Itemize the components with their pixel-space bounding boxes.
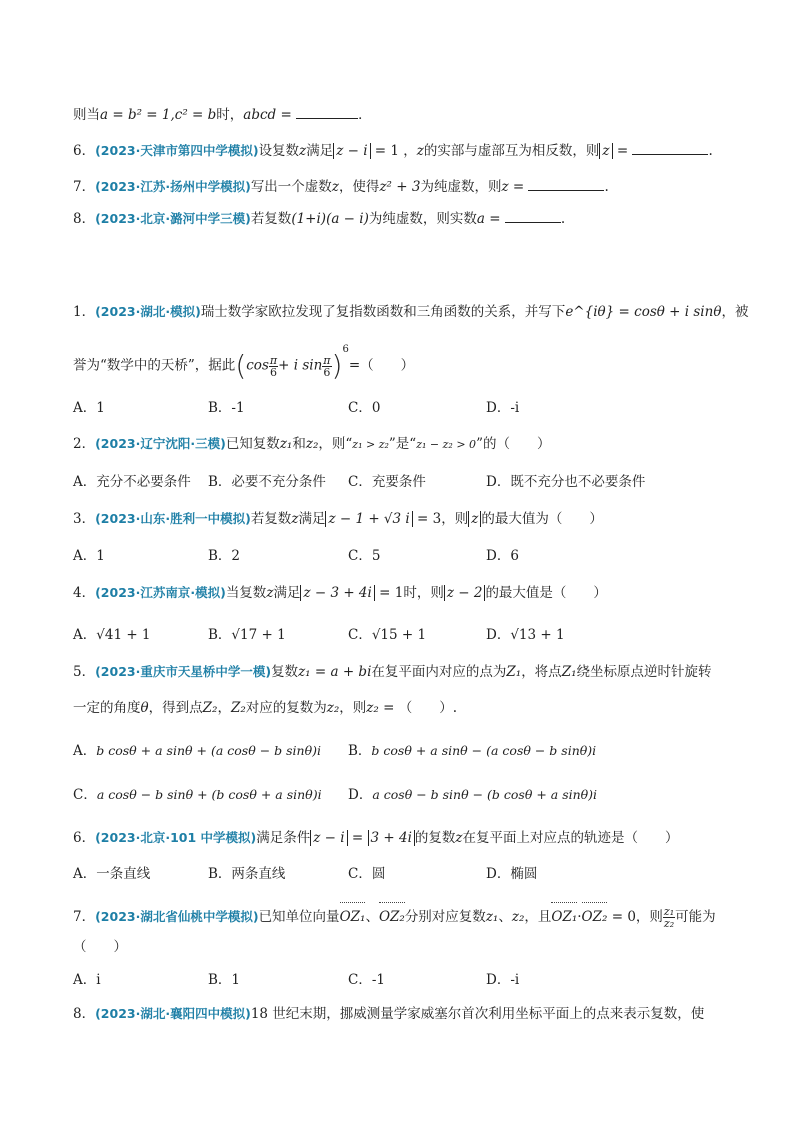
text: 瑞士数学家欧拉发现了复指数函数和三角函数的关系，并写下	[200, 304, 566, 320]
question-6-stem	[73, 828, 724, 848]
text: 和	[292, 436, 306, 452]
text: 的最大值为（ ）	[481, 511, 603, 527]
fraction-pi-over-6	[269, 355, 278, 378]
math-var: z₂	[305, 436, 319, 452]
option-d[interactable]: D．6	[486, 548, 519, 564]
text: 时，	[216, 107, 244, 123]
option-a[interactable]	[73, 741, 321, 761]
math-expr: 3 + 4i	[368, 830, 415, 846]
question-source: (2023·北京·101 中学模拟)	[95, 830, 257, 845]
math-func: cos	[246, 357, 269, 374]
math-expr: z − 3 + 4i	[300, 585, 374, 601]
math-var: z₁	[485, 909, 499, 925]
text: 的复数	[414, 830, 456, 846]
text: ，被	[721, 304, 749, 320]
text: ”是“	[388, 436, 417, 452]
text: =	[612, 143, 633, 159]
math-expr: z − i	[310, 830, 347, 846]
math-var: θ	[140, 700, 149, 716]
option-a[interactable]: A．i	[73, 972, 101, 988]
math-expr: z	[599, 143, 612, 159]
question-7-stem	[73, 903, 724, 931]
question-source: (2023·重庆市天星桥中学一模)	[95, 664, 272, 679]
vector-oz1: OZ₁	[551, 903, 577, 931]
math-var: z	[416, 143, 424, 159]
math-expr: z² + 3	[379, 179, 421, 195]
answer-blank[interactable]	[632, 140, 708, 155]
exponent: 6	[342, 344, 349, 355]
text: 满足条件	[256, 830, 311, 846]
math-var: z	[501, 179, 509, 195]
option-d[interactable]	[348, 785, 597, 805]
option-d[interactable]: D．椭圆	[486, 866, 538, 882]
text: 可能为	[675, 909, 716, 925]
option-c[interactable]: C．5	[348, 548, 381, 564]
text: 对应的复数为	[245, 700, 327, 716]
question-5-stem-line2	[73, 698, 724, 718]
question-number: 5．	[73, 664, 96, 680]
question-source: (2023·江苏·扬州中学模拟)	[95, 179, 251, 194]
text: 在复平面内对应的点为	[371, 664, 507, 680]
text: 的实部与虚部互为相反数，则	[423, 143, 600, 159]
math-expr: z₁ > z₂	[352, 438, 389, 451]
text: 满足	[298, 511, 326, 527]
option-label: A．	[73, 743, 97, 759]
text: 若复数	[250, 211, 292, 227]
text: 已知单位向量	[258, 909, 340, 925]
option-c[interactable]: C．充要条件	[348, 474, 426, 490]
question-source: (2023·北京·潞河中学三模)	[95, 211, 251, 226]
denominator: 6	[269, 365, 277, 379]
math-expr: + i sin	[278, 357, 323, 374]
text: 当复数	[225, 585, 267, 601]
text: 若复数	[250, 511, 292, 527]
question-8-stem	[73, 1004, 724, 1024]
question-source: (2023·湖北省仙桃中学模拟)	[95, 909, 259, 924]
question-1-stem-line2	[73, 344, 724, 384]
text: 则当	[73, 107, 100, 123]
text: ．	[358, 107, 372, 123]
question-source: (2023·辽宁沈阳·三模)	[95, 436, 226, 451]
question-source: (2023·湖北·襄阳四中模拟)	[95, 1006, 251, 1021]
math-var: z	[291, 511, 299, 527]
math-var: z₁	[279, 436, 293, 452]
math-var: Z₂	[202, 700, 218, 716]
math-var: Z₁	[561, 664, 577, 680]
question-source: (2023·山东·胜利一中模拟)	[95, 511, 251, 526]
option-a[interactable]: A．充分不必要条件	[73, 474, 191, 490]
option-label: C．	[73, 787, 97, 803]
question-number: 2．	[73, 436, 96, 452]
text: .	[708, 143, 713, 159]
math-var: Z₁	[506, 664, 522, 680]
math-var: Z₂	[230, 700, 246, 716]
text: = 3，则	[412, 511, 469, 527]
math-expr: (1+i)(a − i)	[291, 211, 369, 227]
option-b[interactable]	[348, 741, 596, 761]
option-b[interactable]: B．两条直线	[208, 866, 286, 882]
fill-question-7	[73, 176, 724, 197]
question-number: 7．	[73, 909, 96, 925]
text: .	[604, 179, 609, 195]
option-a[interactable]: A．1	[73, 400, 105, 416]
question-number: 1．	[73, 304, 96, 320]
question-2-stem	[73, 434, 724, 455]
option-a[interactable]: A．√41 + 1	[73, 627, 151, 643]
text: 在复平面上对应点的轨迹是（ ）	[462, 830, 679, 846]
option-c[interactable]: C．√15 + 1	[348, 627, 427, 643]
text: 誉为“数学中的天桥”，据此	[73, 357, 236, 374]
numerator: π	[269, 353, 278, 367]
math-expr: a = b² = 1,c² = b	[100, 107, 217, 123]
text: 为纯虚数，则	[420, 179, 502, 195]
question-number: 8．	[73, 1006, 96, 1022]
text: =（ ）	[348, 357, 415, 374]
question-3-stem	[73, 509, 724, 529]
math-var: z	[331, 179, 339, 195]
question-source: (2023·江苏南京·模拟)	[95, 585, 226, 600]
math-expr: z − i	[333, 143, 370, 159]
numerator: π	[323, 353, 331, 367]
math-expr: a cosθ − b sinθ − (b cosθ + a sinθ)i	[372, 787, 598, 802]
text: .	[560, 211, 566, 227]
question-number: 6．	[73, 143, 96, 159]
question-number: 6．	[73, 830, 96, 846]
text: = （ ）.	[378, 700, 457, 716]
text: 的最大值是（ ）	[485, 585, 607, 601]
text: 满足	[273, 585, 301, 601]
text: 一定的角度	[73, 700, 141, 716]
text: =	[508, 179, 529, 195]
text: =	[484, 211, 505, 227]
question-number: 8．	[73, 211, 96, 227]
text: ，	[217, 700, 231, 716]
text: 分别对应复数	[404, 909, 486, 925]
denominator: 6	[323, 365, 331, 379]
numerator: z₁	[663, 905, 675, 918]
option-d[interactable]: D．-i	[486, 400, 520, 416]
question-number: 7．	[73, 179, 96, 195]
fraction-z1-over-z2	[663, 906, 675, 929]
math-expr: z − 1 + √3 i	[325, 511, 412, 527]
math-var: z	[455, 830, 463, 846]
math-expr: b cosθ + a sinθ − (a cosθ − b sinθ)i	[371, 743, 597, 758]
text: ·	[577, 909, 582, 925]
option-a[interactable]: A．一条直线	[73, 866, 151, 882]
option-c[interactable]	[73, 785, 322, 805]
text: = 1时，则	[374, 585, 444, 601]
text: =	[276, 107, 297, 123]
text: 满足	[306, 143, 334, 159]
question-number: 3．	[73, 511, 96, 527]
option-b[interactable]: B．必要不充分条件	[208, 474, 326, 490]
text: 已知复数	[225, 436, 280, 452]
vector-oz1: OZ₁	[340, 903, 366, 931]
text: 绕坐标原点逆时针旋转	[576, 664, 712, 680]
option-b[interactable]: B．2	[208, 548, 241, 564]
question-7-stem-line2	[73, 937, 724, 957]
text: = 0，则	[607, 909, 663, 925]
text: ，使得	[338, 179, 380, 195]
option-b[interactable]: B．-1	[208, 400, 245, 416]
math-expr: z₁ = a + bi	[298, 664, 372, 680]
text: 、	[498, 909, 512, 925]
text: 设复数	[258, 143, 300, 159]
right-paren: )	[331, 349, 343, 382]
text: ”的（ ）	[476, 436, 551, 452]
option-label: B．	[348, 743, 372, 759]
option-d[interactable]: D．-i	[486, 972, 520, 988]
math-expr: z − 2	[444, 585, 486, 601]
text: =	[347, 830, 368, 846]
text: ，得到点	[148, 700, 203, 716]
option-c[interactable]: C．0	[348, 400, 381, 416]
text: 为纯虚数，则实数	[368, 211, 477, 227]
text: （ ）	[73, 939, 127, 955]
question-number: 4．	[73, 585, 96, 601]
math-expr: b cosθ + a sinθ + (a cosθ − b sinθ)i	[96, 743, 321, 758]
math-var: z₂	[326, 700, 340, 716]
option-d[interactable]: D．既不充分也不必要条件	[486, 474, 646, 490]
text: 、	[365, 909, 379, 925]
text: ，则“	[318, 436, 353, 452]
answer-blank[interactable]	[528, 176, 604, 191]
question-source: (2023·湖北·模拟)	[95, 304, 201, 319]
option-c[interactable]: C．-1	[348, 972, 385, 988]
text: = 1 ，	[370, 143, 417, 159]
question-5-stem	[73, 662, 724, 682]
euler-formula: e^{iθ} = cosθ + i sinθ	[565, 304, 722, 320]
answer-blank[interactable]	[505, 208, 561, 223]
text: 复数	[271, 664, 299, 680]
answer-blank[interactable]	[296, 104, 358, 119]
denominator: z₂	[663, 917, 675, 930]
question-4-stem	[73, 583, 724, 603]
option-a[interactable]: A．1	[73, 548, 105, 564]
left-paren: (	[235, 349, 247, 382]
option-b[interactable]: B．1	[208, 972, 241, 988]
math-var: a	[476, 211, 485, 227]
vector-oz2: OZ₂	[379, 903, 405, 931]
question-source: (2023·天津市第四中学模拟)	[95, 143, 259, 158]
math-expr: z	[468, 511, 481, 527]
math-var: z	[266, 585, 274, 601]
fraction-pi-over-6	[322, 355, 331, 378]
option-c[interactable]: C．圆	[348, 866, 386, 882]
math-var: z₂	[511, 909, 525, 925]
math-var: z	[299, 143, 307, 159]
continuation-line	[73, 104, 724, 125]
math-var: abcd	[243, 107, 277, 123]
text: 18 世纪末期，挪威测量学家威塞尔首次利用坐标平面上的点来表示复数，使	[250, 1006, 705, 1022]
math-var: z₂	[366, 700, 379, 716]
option-d[interactable]: D．√13 + 1	[486, 627, 565, 643]
fill-question-6	[73, 140, 724, 161]
vector-oz2: OZ₂	[582, 903, 608, 931]
fill-question-8	[73, 208, 724, 229]
math-expr: z₁ − z₂ > 0	[416, 438, 477, 451]
text: ，且	[524, 909, 552, 925]
option-b[interactable]: B．√17 + 1	[208, 627, 286, 643]
question-1-stem	[73, 302, 749, 322]
math-expr: a cosθ − b sinθ + (b cosθ + a sinθ)i	[96, 787, 322, 802]
text: 写出一个虚数	[250, 179, 332, 195]
text: ，将点	[521, 664, 562, 680]
option-label: D．	[348, 787, 373, 803]
text: ，则	[339, 700, 367, 716]
